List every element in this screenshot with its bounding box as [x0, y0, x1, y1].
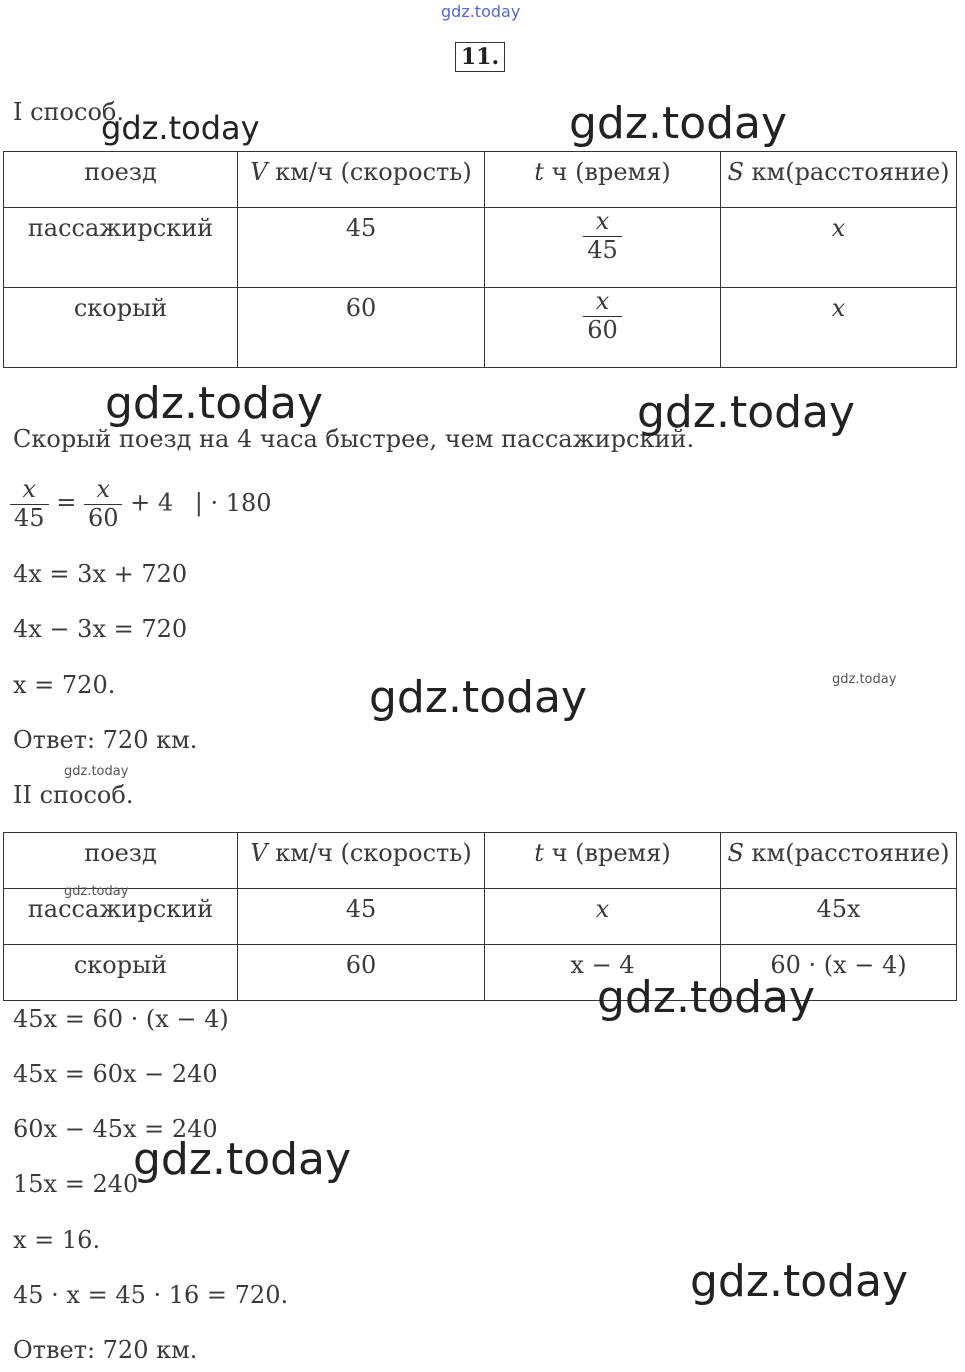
method2-line-1: 45x = 60 · (x − 4): [13, 1005, 229, 1033]
row-name: пассажирский: [27, 895, 214, 923]
row-name: скорый: [73, 294, 168, 322]
row-time-fraction: $\frac{x}{60}$: [583, 288, 622, 344]
watermark: gdz.today: [105, 378, 324, 429]
method1-line-1: 4x = 3x + 720: [13, 560, 188, 588]
method1-statement: Скорый поезд на 4 часа быстрее, чем пассажирский.: [13, 425, 695, 453]
table-row: [4, 288, 957, 368]
method2-line-6: 45 · x = 45 · 16 = 720.: [13, 1281, 289, 1309]
row-distance: x: [831, 214, 846, 242]
method1-line-3: x = 720.: [13, 671, 116, 699]
m1-header-train: поезд: [4, 152, 238, 208]
method2-line-3: 60x − 45x = 240: [13, 1115, 218, 1143]
method2-line-5: x = 16.: [13, 1226, 101, 1254]
task-number: 11.: [455, 42, 505, 72]
m1-header-time: t ч (время): [485, 152, 721, 208]
m2-header-time: t ч (время): [485, 833, 721, 889]
m2-header-distance: S км(расстояние): [721, 833, 957, 889]
row-distance: x: [831, 294, 846, 322]
watermark: gdz.today: [690, 1256, 909, 1307]
row-speed: 60: [345, 951, 377, 979]
table-row: [4, 889, 957, 945]
method2-title: II способ.: [13, 781, 134, 809]
method1-table: [3, 151, 957, 368]
watermark: gdz.today: [832, 672, 897, 687]
method2-answer: Ответ: 720 км.: [13, 1336, 198, 1364]
row-speed: 60: [345, 294, 377, 322]
watermark: gdz.today: [369, 672, 588, 723]
row-distance: 60 · (x − 4): [770, 951, 907, 979]
watermark: gdz.today: [64, 884, 129, 899]
row-name: скорый: [73, 951, 168, 979]
m1-header-distance: S км(расстояние): [721, 152, 957, 208]
method2-line-4: 15x = 240: [13, 1170, 139, 1198]
watermark: gdz.today: [133, 1134, 352, 1185]
m2-header-speed: V км/ч (скорость): [238, 833, 485, 889]
top-watermark: gdz.today: [441, 2, 521, 21]
m2-header-train: поезд: [4, 833, 238, 889]
m1-header-speed: V км/ч (скорость): [238, 152, 485, 208]
method1-answer: Ответ: 720 км.: [13, 726, 198, 754]
watermark: gdz.today: [637, 387, 856, 438]
row-time: x − 4: [570, 951, 635, 979]
method1-title: I способ.: [13, 98, 124, 126]
row-speed: 45: [345, 214, 377, 242]
row-name: пассажирский: [27, 214, 214, 242]
row-speed: 45: [345, 895, 377, 923]
method2-line-2: 45x = 60x − 240: [13, 1060, 218, 1088]
row-time-fraction: $\frac{x}{45}$: [583, 208, 622, 264]
method1-equation: $\frac{x}{45}$ = $\frac{x}{60}$ + 4 | · 180: [10, 476, 272, 532]
watermark: gdz.today: [101, 109, 260, 147]
watermark: gdz.today: [64, 764, 129, 779]
row-time: x: [595, 895, 610, 923]
watermark: gdz.today: [597, 972, 816, 1023]
watermark: gdz.today: [569, 98, 788, 149]
row-distance: 45x: [816, 895, 861, 923]
method1-line-2: 4x − 3x = 720: [13, 615, 188, 643]
table-row: [4, 208, 957, 288]
